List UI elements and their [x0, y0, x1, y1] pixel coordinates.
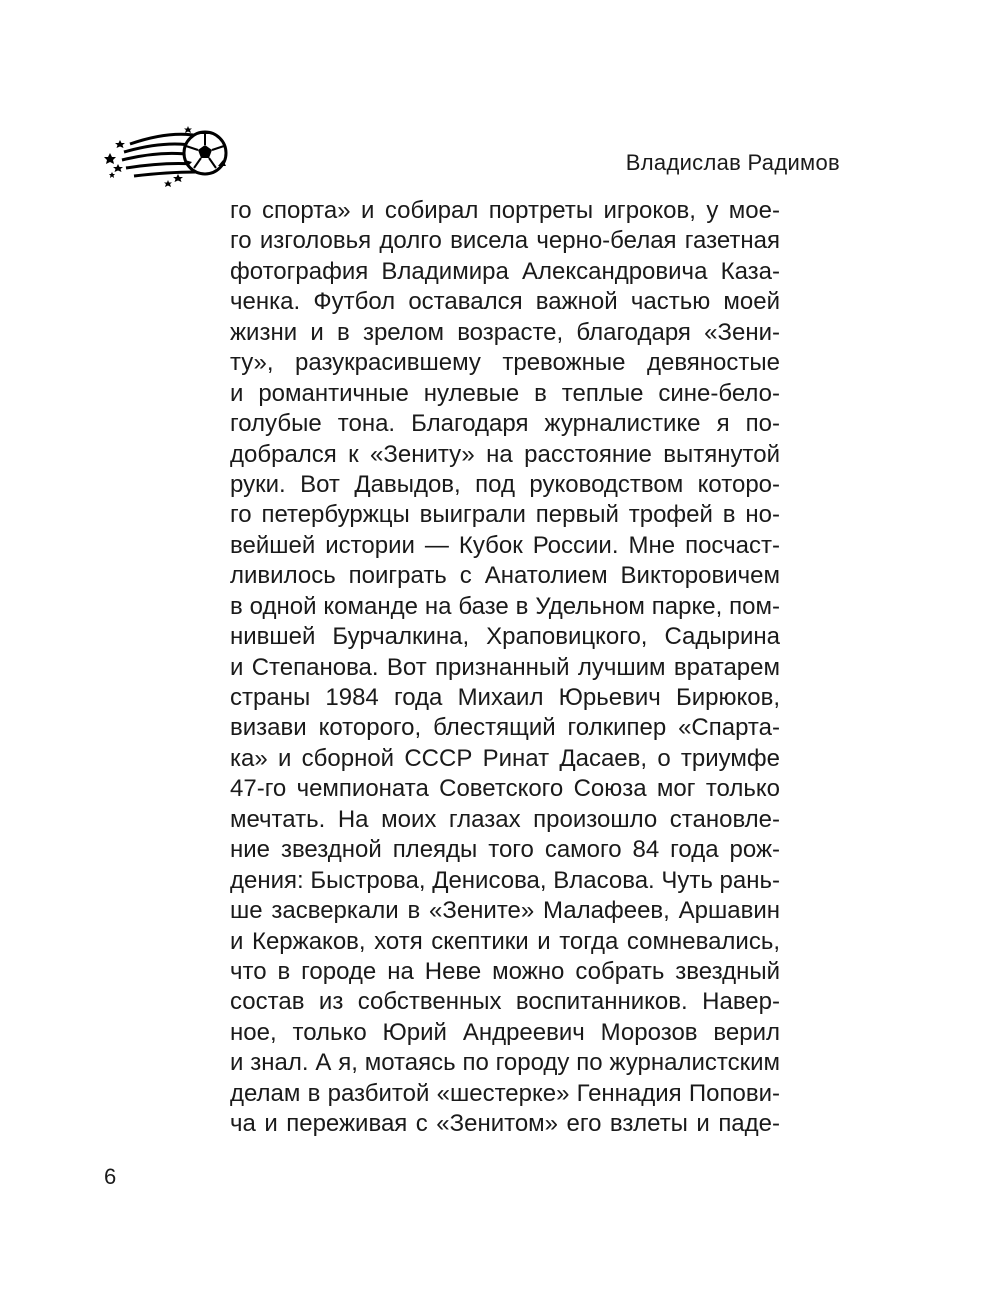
- text-line: ливилось поиграть с Анатолием Викторовичем: [230, 562, 780, 590]
- flying-soccer-ball-icon: [100, 122, 230, 194]
- text-line: жизни и в зрелом возрасте, благодаря «Зени-: [230, 318, 780, 346]
- text-line: дения: Быстрова, Денисова, Власова. Чуть рань-: [230, 866, 780, 894]
- text-line: ту», разукрасившему тревожные девяностые: [230, 349, 780, 377]
- text-line: ченка. Футбол оставался важной частью моей: [230, 288, 780, 316]
- body-text: [230, 196, 780, 1140]
- page-number: 6: [104, 1164, 117, 1189]
- text-line: в одной команде на базе в Удельном парке, пом-: [230, 592, 780, 620]
- text-line: го спорта» и собирал портреты игроков, у мое-: [230, 197, 780, 224]
- text-line: что в городе на Неве можно собрать звездный: [230, 957, 780, 985]
- text-line: го изголовья долго висела черно-белая газетная: [230, 227, 780, 255]
- text-line: делам в разбитой «шестерке» Геннадия Попови-: [230, 1079, 780, 1107]
- text-line: ше засверкали в «Зените» Малафеев, Аршавин: [230, 897, 780, 925]
- text-line: ка» и сборной СССР Ринат Дасаев, о триумфе: [230, 744, 780, 772]
- text-line: мечтать. На моих глазах произошло становле-: [230, 805, 780, 833]
- text-line: вейшей истории — Кубок России. Мне посчаст-: [230, 531, 780, 559]
- text-line: ное, только Юрий Андреевич Морозов верил: [230, 1018, 780, 1046]
- text-line: голубые тона. Благодаря журналистике я по-: [230, 410, 780, 438]
- text-line: и Кержаков, хотя скептики и тогда сомневались,: [230, 927, 780, 955]
- text-line: и романтичные нулевые в теплые сине-бело-: [230, 379, 780, 407]
- text-line: страны 1984 года Михаил Юрьевич Бирюков,: [230, 684, 780, 711]
- text-line: 47-го чемпионата Советского Союза мог только: [230, 775, 780, 803]
- text-line: нившей Бурчалкина, Храповицкого, Садырина: [230, 623, 780, 651]
- text-line: и знал. А я, мотаясь по городу по журналистским: [230, 1049, 780, 1077]
- text-line: добрался к «Зениту» на расстояние вытянутой: [230, 440, 780, 468]
- text-line: визави которого, блестящий голкипер «Спарта-: [230, 714, 780, 742]
- text-line: фотография Владимира Александровича Каза-: [230, 257, 780, 285]
- text-line: руки. Вот Давыдов, под руководством которо-: [230, 470, 780, 498]
- text-line: го петербуржцы выиграли первый трофей в но-: [230, 501, 780, 529]
- text-line: ние звездной плеяды того самого 84 года рож-: [230, 836, 780, 864]
- running-header-author: Владислав Радимов: [625, 150, 840, 175]
- text-line: и Степанова. Вот признанный лучшим вратарем: [230, 653, 780, 681]
- text-line: ча и переживая с «Зенитом» его взлеты и паде-: [230, 1110, 780, 1138]
- text-line: состав из собственных воспитанников. Навер-: [230, 988, 780, 1016]
